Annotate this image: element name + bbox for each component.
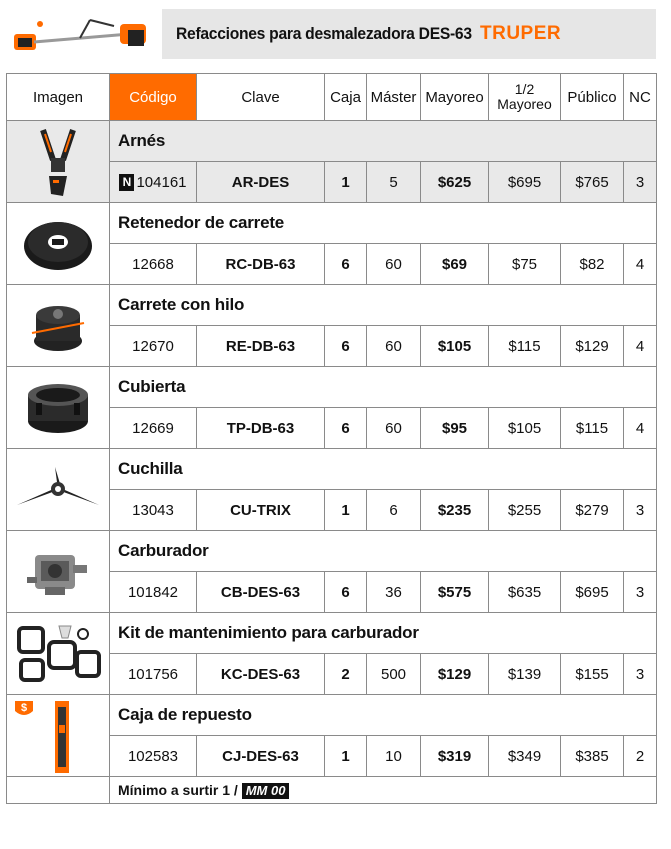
part-image-cell (7, 367, 110, 449)
brushcutter-image (10, 12, 158, 60)
part-master: 60 (367, 244, 421, 285)
col-codigo[interactable]: Código (110, 74, 197, 121)
part-caja: 6 (325, 572, 367, 613)
part-mayoreo: $235 (421, 490, 489, 531)
part-mayoreo: $575 (421, 572, 489, 613)
part-nc: 3 (624, 490, 657, 531)
parts-table (6, 73, 657, 804)
part-image-cell (7, 285, 110, 367)
part-medio-mayoreo: $75 (489, 244, 561, 285)
part-master: 10 (367, 736, 421, 777)
part-mayoreo: $95 (421, 408, 489, 449)
col-mayoreo: Mayoreo (421, 74, 489, 121)
part-master: 60 (367, 408, 421, 449)
part-publico: $129 (561, 326, 624, 367)
col-clave: Clave (197, 74, 325, 121)
part-nc: 4 (624, 244, 657, 285)
part-master: 500 (367, 654, 421, 695)
part-image-cell (7, 695, 110, 777)
part-mayoreo: $105 (421, 326, 489, 367)
part-codigo: 102583 (110, 736, 197, 777)
footer-empty-cell (7, 777, 110, 804)
part-codigo: 12669 (110, 408, 197, 449)
part-name: Retenedor de carrete (110, 203, 657, 244)
carburetor-icon (23, 541, 93, 603)
minimum-order-text: Mínimo a surtir 1 / (118, 781, 238, 798)
part-nc: 3 (624, 162, 657, 203)
part-medio-mayoreo: $115 (489, 326, 561, 367)
part-codigo-value: 104161 (136, 173, 187, 191)
part-caja: 1 (325, 736, 367, 777)
part-name: Caja de repuesto (110, 695, 657, 736)
part-codigo: 12670 (110, 326, 197, 367)
part-caja: 2 (325, 654, 367, 695)
part-title-row (7, 613, 657, 654)
page-title: Refacciones para desmalezadora DES-63 (176, 24, 472, 43)
part-caja: 1 (325, 162, 367, 203)
footer-row (7, 777, 657, 804)
part-codigo: 101842 (110, 572, 197, 613)
part-medio-mayoreo: $255 (489, 490, 561, 531)
col-medio-mayoreo (489, 74, 561, 121)
part-master: 5 (367, 162, 421, 203)
part-publico: $385 (561, 736, 624, 777)
part-medio-mayoreo: $349 (489, 736, 561, 777)
part-medio-mayoreo: $695 (489, 162, 561, 203)
part-name: Carrete con hilo (110, 285, 657, 326)
part-caja: 6 (325, 244, 367, 285)
part-title-row (7, 531, 657, 572)
title-band (162, 9, 656, 59)
part-clave: TP-DB-63 (197, 408, 325, 449)
mm-code-badge: MM 00 (242, 783, 290, 799)
part-codigo: 101756 (110, 654, 197, 695)
part-nc: 4 (624, 408, 657, 449)
part-caja: 6 (325, 326, 367, 367)
header-row (7, 74, 657, 121)
part-clave: AR-DES (197, 162, 325, 203)
part-clave: KC-DES-63 (197, 654, 325, 695)
part-caja: 6 (325, 408, 367, 449)
part-image-cell (7, 613, 110, 695)
part-title-row (7, 695, 657, 736)
part-clave: CJ-DES-63 (197, 736, 325, 777)
part-publico: $155 (561, 654, 624, 695)
col-imagen: Imagen (7, 74, 110, 121)
part-image-cell (7, 121, 110, 203)
part-master: 36 (367, 572, 421, 613)
part-name: Kit de mantenimiento para carburador (110, 613, 657, 654)
part-nc: 3 (624, 654, 657, 695)
part-nc: 2 (624, 736, 657, 777)
part-mayoreo: $69 (421, 244, 489, 285)
part-clave: RE-DB-63 (197, 326, 325, 367)
part-image-cell (7, 203, 110, 285)
part-name: Carburador (110, 531, 657, 572)
page-header (0, 0, 671, 70)
harness-icon (23, 124, 93, 200)
part-mayoreo: $625 (421, 162, 489, 203)
part-title-row (7, 367, 657, 408)
part-codigo (110, 162, 197, 203)
col-master: Máster (367, 74, 421, 121)
part-title-row (7, 121, 657, 162)
part-name: Cuchilla (110, 449, 657, 490)
new-badge: N (119, 174, 134, 191)
cover-icon (22, 377, 94, 439)
part-publico: $115 (561, 408, 624, 449)
part-title-row (7, 449, 657, 490)
part-name: Cubierta (110, 367, 657, 408)
part-codigo: 12668 (110, 244, 197, 285)
part-publico: $82 (561, 244, 624, 285)
part-mayoreo: $129 (421, 654, 489, 695)
part-medio-mayoreo: $635 (489, 572, 561, 613)
part-nc: 4 (624, 326, 657, 367)
part-name: Arnés (110, 121, 657, 162)
brand-logo: TRUPER (480, 23, 562, 44)
part-medio-mayoreo: $139 (489, 654, 561, 695)
svg-text:$: $ (20, 701, 28, 714)
col-medio-bottom: Mayoreo (497, 96, 552, 112)
part-image-cell (7, 531, 110, 613)
part-medio-mayoreo: $105 (489, 408, 561, 449)
part-image-cell (7, 449, 110, 531)
part-master: 60 (367, 326, 421, 367)
part-nc: 3 (624, 572, 657, 613)
col-nc: NC (624, 74, 657, 121)
gasket-kit-icon (13, 622, 103, 686)
spool-icon (26, 295, 90, 357)
col-medio-top: 1/2 (514, 81, 535, 97)
part-publico: $695 (561, 572, 624, 613)
part-title-row (7, 285, 657, 326)
col-publico: Público (561, 74, 624, 121)
minimum-order-note (110, 777, 657, 804)
part-clave: CB-DES-63 (197, 572, 325, 613)
col-caja: Caja (325, 74, 367, 121)
part-clave: RC-DB-63 (197, 244, 325, 285)
part-caja: 1 (325, 490, 367, 531)
spool-retainer-icon (20, 214, 96, 274)
part-master: 6 (367, 490, 421, 531)
blade-icon (15, 465, 101, 515)
part-mayoreo: $319 (421, 736, 489, 777)
part-title-row (7, 203, 657, 244)
part-publico: $279 (561, 490, 624, 531)
part-publico: $765 (561, 162, 624, 203)
box-icon (11, 697, 105, 775)
part-clave: CU-TRIX (197, 490, 325, 531)
part-codigo: 13043 (110, 490, 197, 531)
